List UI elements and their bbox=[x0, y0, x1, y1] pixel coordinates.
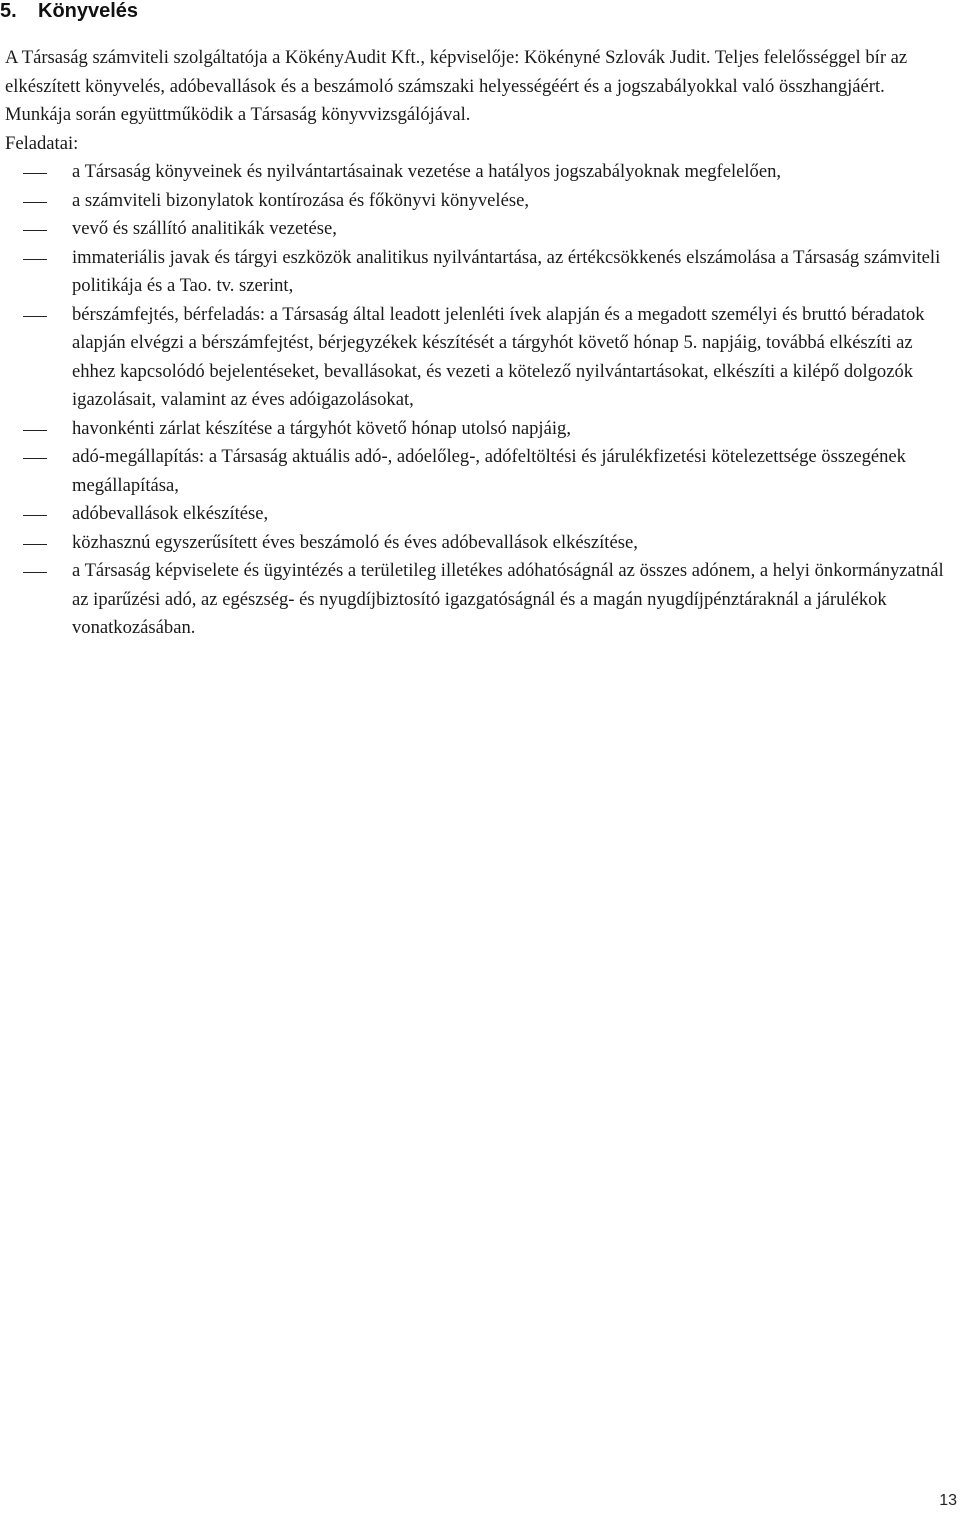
dash-bullet-icon bbox=[23, 202, 47, 203]
page-number: 13 bbox=[939, 1492, 957, 1509]
dash-bullet-icon bbox=[23, 515, 47, 516]
dash-bullet-icon bbox=[23, 173, 47, 174]
dash-bullet-icon bbox=[23, 430, 47, 431]
list-item bbox=[5, 301, 955, 415]
list-item bbox=[5, 215, 955, 244]
list-item bbox=[5, 244, 955, 301]
list-item bbox=[5, 500, 955, 529]
list-item bbox=[5, 187, 955, 216]
section-number: 5. bbox=[0, 0, 17, 22]
list-item bbox=[5, 443, 955, 500]
list-item-text: adó-megállapítás: a Társaság aktuális adó-, adóelőleg-, adófeltöltési és járulékfizetési kötelezettsége összegének megállapítása, bbox=[72, 446, 906, 496]
section-title: Könyvelés bbox=[38, 0, 139, 22]
list-item-text: a számviteli bizonylatok kontírozása és főkönyvi könyvelése, bbox=[72, 189, 529, 211]
intro-paragraph: A Társaság számviteli szolgáltatója a KökényAudit Kft., képviselője: Kökényné Szlovák Judit. Teljes felelősséggel bír az elkészített könyvelés, adóbevallások és a beszámoló számszaki helyességéért és a jogszabályokkal való összhangjáért. Munkája során együttműködik a Társaság könyvvizsgálójával. bbox=[5, 47, 908, 125]
dash-bullet-icon bbox=[23, 230, 47, 231]
list-item-text: közhasznú egyszerűsített éves beszámoló és éves adóbevallások elkészítése, bbox=[72, 531, 638, 553]
section-heading bbox=[0, 0, 138, 25]
list-item bbox=[5, 415, 955, 444]
tasks-list bbox=[5, 158, 955, 643]
list-item-text: vevő és szállító analitikák vezetése, bbox=[72, 218, 337, 239]
document-body bbox=[5, 44, 955, 643]
dash-bullet-icon bbox=[23, 458, 47, 459]
dash-bullet-icon bbox=[23, 259, 47, 260]
list-item-text: havonkénti zárlat készítése a tárgyhót követő hónap utolsó napjáig, bbox=[72, 417, 571, 439]
list-item-text: a Társaság képviselete és ügyintézés a területileg illetékes adóhatóságnál az összes adónem, a helyi önkormányzatnál az iparűzési adó, az egészség- és nyugdíjbiztosító igazgatóságnál és a magán nyugdíjpénztáraknál a járulékok vonatkozásában. bbox=[72, 560, 944, 638]
list-item-text: a Társaság könyveinek és nyilvántartásainak vezetése a hatályos jogszabályoknak megfelelően, bbox=[72, 161, 782, 182]
list-item bbox=[5, 158, 955, 187]
list-item-text: immateriális javak és tárgyi eszközök analitikus nyilvántartása, az értékcsökkenés elszámolása a Társaság számviteli politikája és a Tao. tv. szerint, bbox=[72, 246, 941, 296]
tasks-label: Feladatai: bbox=[5, 132, 79, 154]
list-item-text: bérszámfejtés, bérfeladás: a Társaság által leadott jelenléti ívek alapján és a megadott személyi és bruttó béradatok alapján elvégzi a bérszámfejtést, bérjegyzékek készítését a tárgyhót követő hónap 5. napjáig, továbbá elkészíti az ehhez kapcsolódó bejelentéseket, bevallásokat, és vezeti a kötelező nyilvántartásokat, elkészíti a kilépő dolgozók igazolásait, valamint az éves adóigazolásokat, bbox=[72, 303, 925, 410]
list-item-text: adóbevallások elkészítése, bbox=[72, 503, 269, 524]
dash-bullet-icon bbox=[23, 544, 47, 545]
list-item bbox=[5, 529, 955, 558]
dash-bullet-icon bbox=[23, 316, 47, 317]
list-item bbox=[5, 557, 955, 643]
dash-bullet-icon bbox=[23, 572, 47, 573]
